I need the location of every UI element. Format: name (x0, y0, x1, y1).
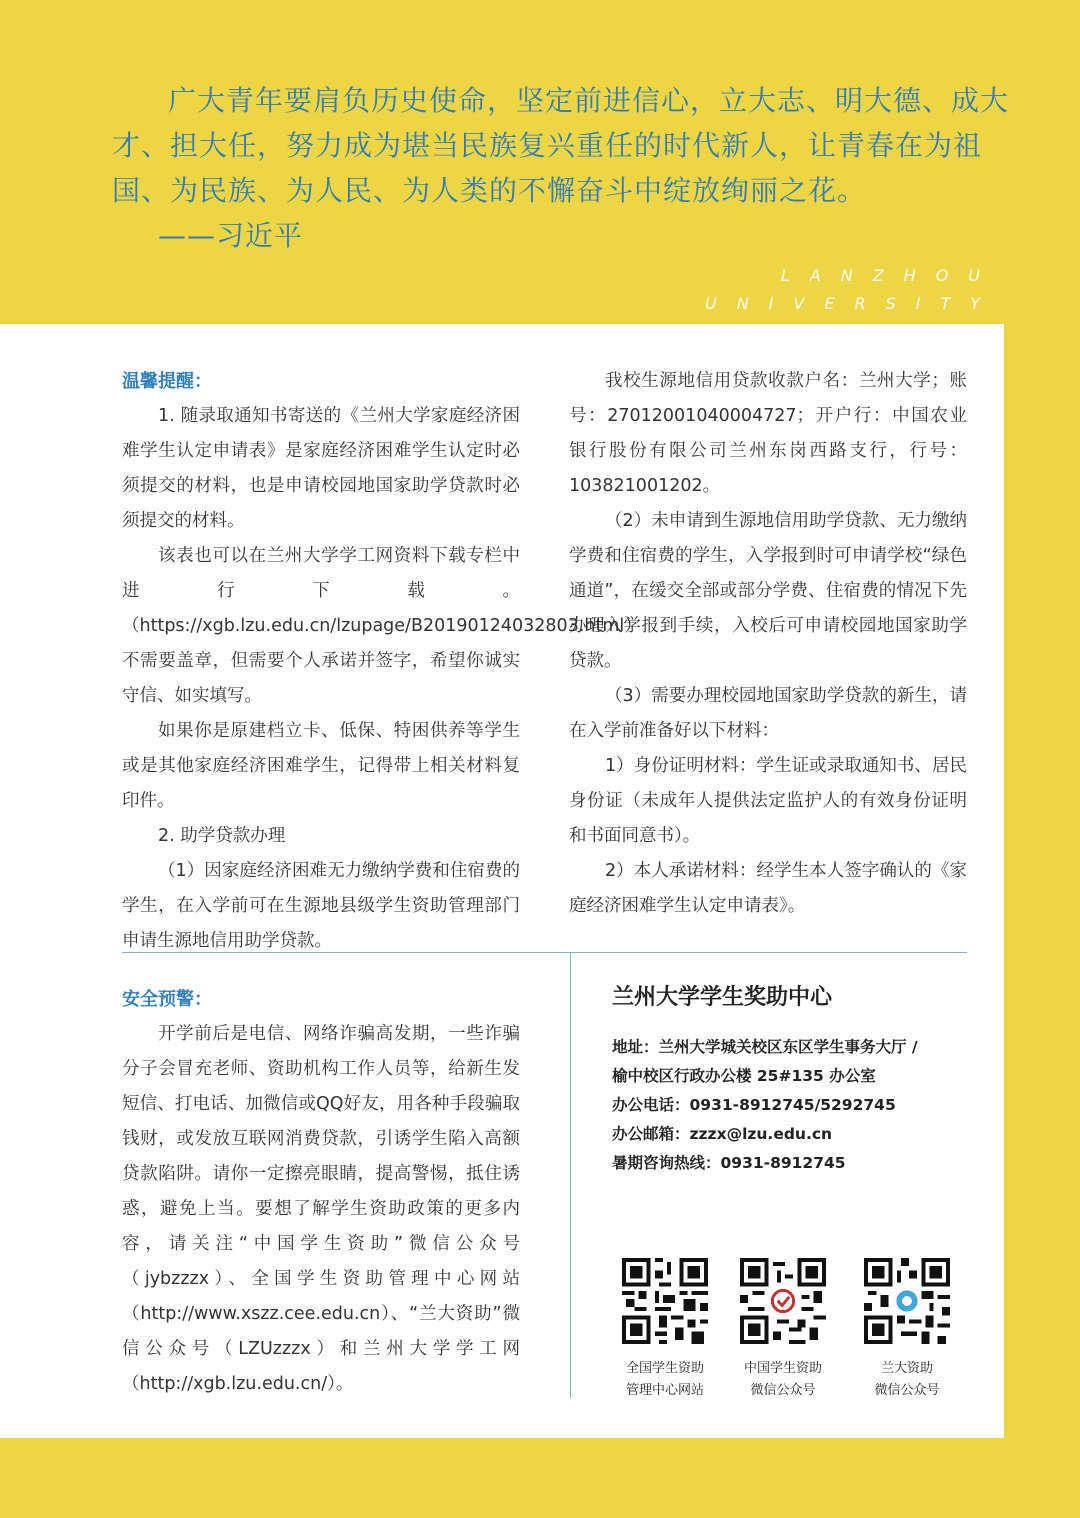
qr-caption-line-1: 兰大资助 (880, 1361, 933, 1376)
aid-center-address-1: 地址：兰州大学城关校区东区学生事务大厅 / (612, 1038, 918, 1056)
qr-code-icon (740, 1258, 826, 1344)
qr-caption-line-1: 中国学生资助 (743, 1361, 822, 1376)
qr-item-lzu-aid-wechat (842, 1258, 972, 1402)
qr-code-icon (864, 1258, 950, 1344)
vertical-divider (570, 952, 571, 1398)
safety-section (122, 982, 520, 1402)
qr-item-china-aid-wechat (718, 1258, 848, 1402)
aid-center-hotline: 暑期咨询热线：0931-8912745 (612, 1154, 846, 1172)
horizontal-divider (122, 952, 967, 953)
safety-title: 安全预警： (122, 989, 212, 1010)
tips-paragraph: 我校生源地信用贷款收款户名：兰州大学；账号：27012001040004727；开户行：中国农业银行股份有限公司兰州东岗西路支行，行号：103821001202。 (569, 371, 967, 496)
qr-caption (600, 1358, 730, 1402)
tips-paragraph: 2）本人承诺材料：经学生本人签字确认的《家庭经济困难学生认定申请表》。 (569, 861, 967, 916)
tips-paragraph: （1）因家庭经济困难无力缴纳学费和住宿费的学生，在入学前可在生源地县级学生资助管理部门申请生源地信用助学贷款。 (122, 861, 520, 951)
tips-paragraph: 如果你是原建档立卡、低保、特困供养等学生或是其他家庭经济困难学生，记得带上相关材料复印件。 (122, 721, 520, 811)
qr-caption (718, 1358, 848, 1402)
safety-body: 开学前后是电信、网络诈骗高发期，一些诈骗分子会冒充老师、资助机构工作人员等，给新生发短信、打电话、加微信或QQ好友，用各种手段骗取钱财，或发放互联网消费贷款，引诱学生陷入高额贷款陷阱。请你一定擦亮眼睛，提高警惕，抵住诱惑，避免上当。要想了解学生资助政策的更多内容，请关注“中国学生资助”微信公众号（jybzzzx）、全国学生资助管理中心网站（http://www.xszz.cee.edu.cn）、“兰大资助”微信公众号（LZUzzzx）和兰州大学学工网（http://xgb.lzu.edu.cn/）。 (122, 1024, 520, 1394)
tips-paragraph: 1. 随录取通知书寄送的《兰州大学家庭经济困难学生认定申请表》是家庭经济困难学生认定时必须提交的材料，也是申请校园地国家助学贷款时必须提交的材料。 (122, 406, 520, 531)
aid-center-email: 办公邮箱：zzzx@lzu.edu.cn (612, 1125, 833, 1143)
wordmark-line-2: UNIVERSITY (705, 294, 1000, 313)
tips-paragraph: （3）需要办理校园地国家助学贷款的新生，请在入学前准备好以下材料： (569, 686, 967, 741)
quote-author: ——习近平 (158, 219, 304, 252)
aid-center-title: 兰州大学学生奖助中心 (612, 985, 833, 1010)
aid-center-address-2: 榆中校区行政办公楼 25#135 办公室 (612, 1067, 876, 1085)
quote-text: 广大青年要肩负历史使命，坚定前进信心，立大志、明大德、成大才、担大任，努力成为堪当民族复兴重任的时代新人，让青春在为祖国、为民族、为人民、为人类的不懈奋斗中绽放绚丽之花。 (112, 84, 1010, 207)
aid-center-info (612, 980, 972, 1178)
tips-column-left (122, 364, 642, 959)
qr-caption-line-1: 全国学生资助 (625, 1361, 704, 1376)
university-wordmark (705, 262, 1000, 318)
tips-paragraph: （2）未申请到生源地信用助学贷款、无力缴纳学费和住宿费的学生，入学报到时可申请学校“绿色通道”，在缓交全部或部分学费、住宿费的情况下先办理入学报到手续，入校后可申请校园地国家助学贷款。 (569, 511, 967, 671)
qr-code-row (600, 1258, 970, 1408)
content-panel (0, 324, 1004, 1438)
wordmark-line-1: LANZHOU (780, 266, 1000, 285)
tips-paragraph: 1）身份证明材料：学生证或录取通知书、居民身份证（未成年人提供法定监护人的有效身份证明和书面同意书）。 (569, 756, 967, 846)
tips-paragraph: 2. 助学贷款办理 (158, 826, 286, 846)
quote-block (112, 78, 1012, 258)
tips-title: 温馨提醒： (122, 371, 212, 392)
qr-caption-line-2: 微信公众号 (750, 1383, 816, 1398)
qr-caption-line-2: 管理中心网站 (625, 1383, 704, 1398)
qr-caption (842, 1358, 972, 1402)
tips-column-right (569, 364, 967, 924)
qr-caption-line-2: 微信公众号 (874, 1383, 940, 1398)
qr-code-icon (622, 1258, 708, 1344)
qr-item-national-center (600, 1258, 730, 1402)
tips-paragraph: 该表也可以在兰州大学学工网资料下载专栏中进行下载。（https://xgb.lzu.edu.cn/lzupage/B20190124032803.html）不需要盖章，但需要个人承诺并签字，希望你诚实守信、如实填写。 (122, 546, 642, 706)
aid-center-phone: 办公电话：0931-8912745/5292745 (612, 1096, 896, 1114)
